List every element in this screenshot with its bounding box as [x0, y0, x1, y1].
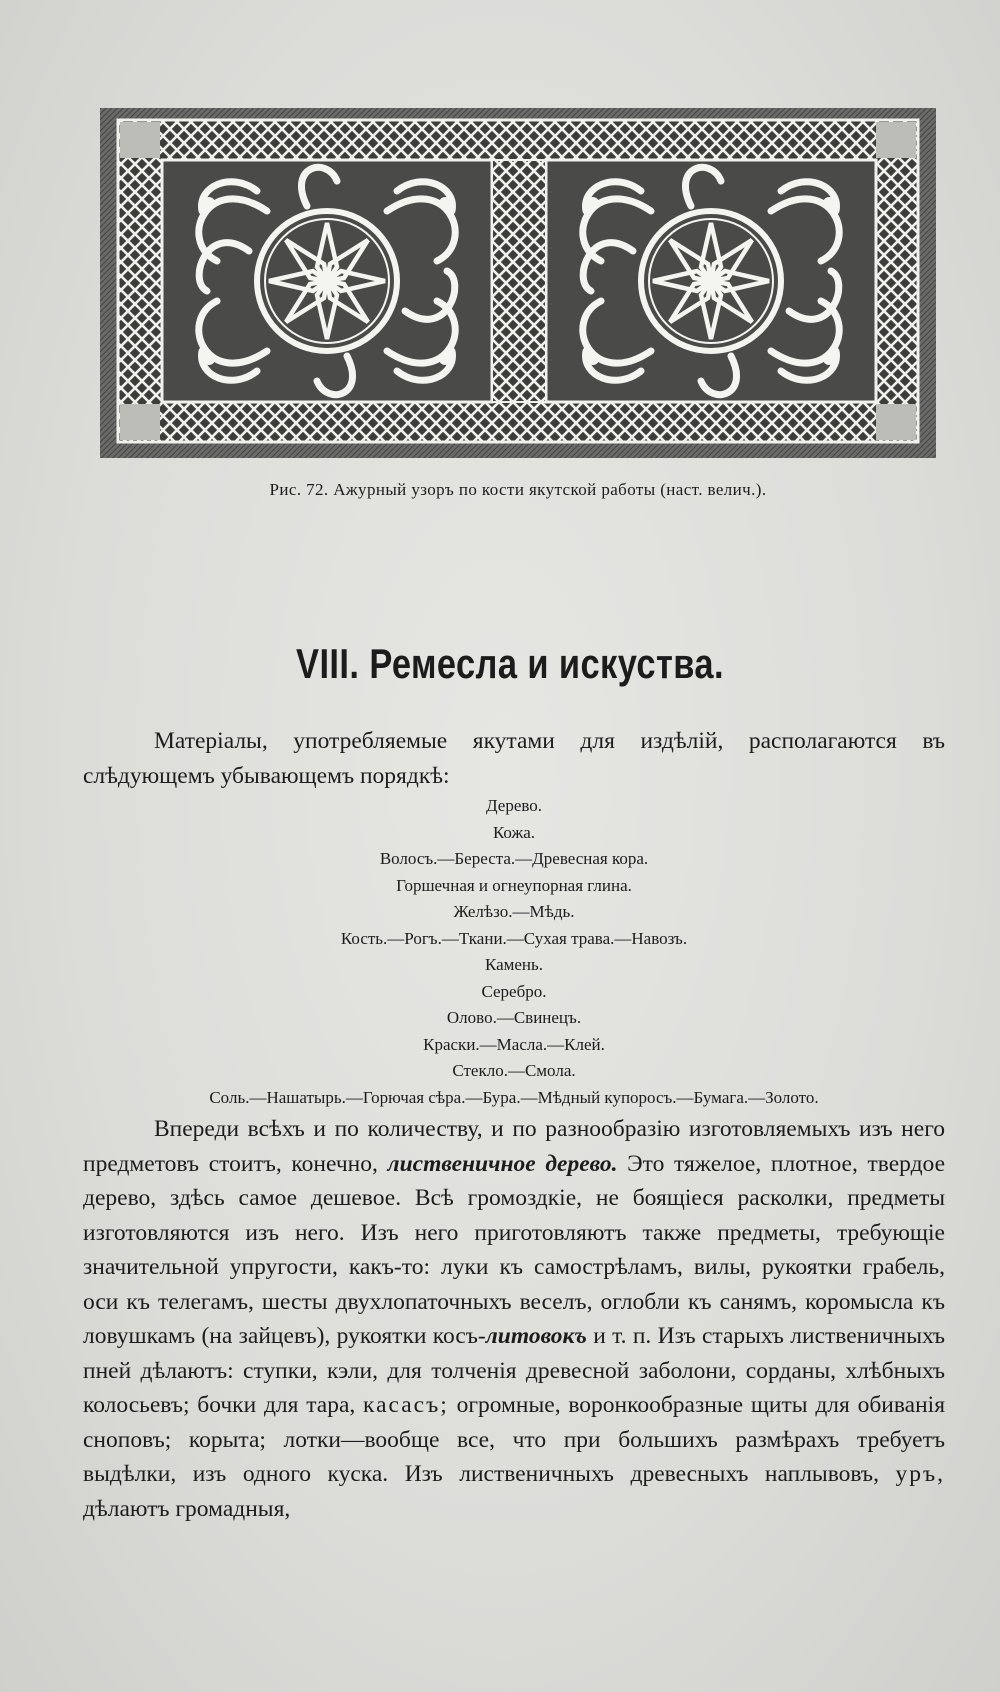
intro-paragraph: [83, 724, 945, 793]
main-text: [83, 1112, 945, 1526]
intro-text: Матеріалы, употребляемые якутами для издѣлій, располагаются въ слѣдующемъ убывающемъ порядкѣ:: [83, 728, 945, 789]
material-line: Кость.—Рогъ.—Ткани.—Сухая трава.—Навозъ.: [340, 928, 688, 948]
material-line: Камень.: [484, 955, 544, 974]
material-line: Серебро.: [481, 981, 547, 1001]
figure-caption: Рис. 72. Ажурный узоръ по кости якутской работы (наст. велич.).: [269, 480, 767, 499]
material-line: Желѣзо.—Мѣдь.: [453, 902, 575, 921]
material-line: Дерево.: [485, 796, 543, 815]
material-line: Стекло.—Смола.: [452, 1061, 576, 1080]
main-paragraph: [83, 1112, 945, 1526]
text-run: Это тяжелое, плотное, твердое дерево, здѣсь самое дешевое. Всѣ громоздкіе, не боящіеся расколки, предметы изготовляются изъ него. Изъ него приготовляютъ также предметы, требующіе значительной упругости, какъ-то: луки къ самострѣламъ, вилы, рукоятки грабель, оси къ телегамъ, шесты двухлопаточныхъ веселъ, оглобли къ санямъ, коромысла къ ловушкамъ (на зайцевъ), рукоятки косъ-: [83, 1150, 946, 1349]
material-line: Краски.—Масла.—Клей.: [423, 1034, 605, 1054]
text-run: и т. п. Изъ старыхъ лиственичныхъ пней дѣлаютъ: ступки, кэли, для толченія древесной заболони, сорданы, хлѣбныхъ колосьевъ; бочки для тара,: [83, 1323, 945, 1418]
emphasis-litovka: литовокъ: [485, 1323, 587, 1349]
material-line: Волосъ.—Береста.—Древесная кора.: [379, 849, 649, 868]
material-line: Соль.—Нашатырь.—Горючая сѣра.—Бура.—Мѣдный купоросъ.—Бумага.—Золото.: [209, 1087, 819, 1107]
material-line: Кожа.: [492, 822, 536, 842]
bone-openwork-ornament-icon: [100, 108, 936, 458]
text-run: дѣлаютъ громадныя,: [83, 1495, 291, 1522]
materials-list: [83, 793, 945, 1111]
spaced-term-kasas: касасъ;: [363, 1392, 449, 1418]
material-line: Горшечная и огнеупорная глина.: [396, 875, 632, 895]
text-run: Впереди всѣхъ и по количеству, и по разнообразію изготовляемыхъ изъ него предметовъ стоитъ, конечно,: [83, 1116, 945, 1177]
text-run: огромные, воронкообразные щиты для обиванія сноповъ; корыта; лотки—вообще все, что при большихъ размѣрахъ требуетъ выдѣлки, изъ одного куска. Изъ лиственичныхъ древесныхъ наплывовъ,: [83, 1392, 946, 1487]
spaced-term-ur: уръ,: [895, 1461, 946, 1487]
figure-ornament: [100, 108, 936, 458]
material-line: Олово.—Свинецъ.: [446, 1008, 582, 1027]
emphasis-larch: лиственичное дерево.: [387, 1150, 618, 1177]
chapter-title: VIII. Ремесла и искуства.: [296, 640, 724, 687]
